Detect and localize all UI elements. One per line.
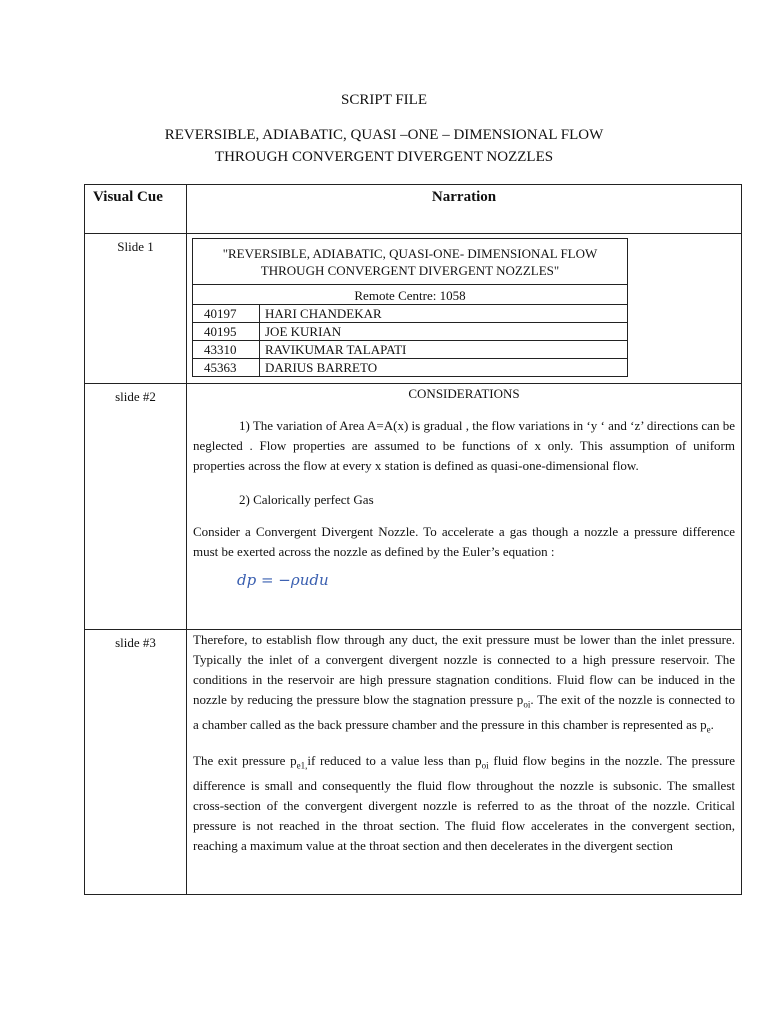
euler-intro: Consider a Convergent Divergent Nozzle. To accelerate a gas though a nozzle a pressure difference must be exerted across the nozzle as defined by the Euler’s equation : xyxy=(193,524,735,559)
remote-centre: Remote Centre: 1058 xyxy=(193,285,628,305)
member-name: RAVIKUMAR TALAPATI xyxy=(260,341,628,359)
member-id: 40195 xyxy=(193,323,260,341)
slide-3-paragraph-2: The exit pressure $p_{e1,}if$ reduced to a value less than $p_{oi}$ fluid flow begins in the nozzle. The pressure difference is small and consequently the fluid flow throughout the nozzle is subsonic. The smallest cross-section of the convergent divergent nozzle is referred to as the throat of the nozzle. Critical pressure is not reached in the throat section. The fluid flow accelerates in the convergent section, reaching a maximum value at the throat section and then decelerates in the divergent section xyxy=(193,753,735,853)
member-name: DARIUS BARRETO xyxy=(260,359,628,377)
member-row xyxy=(193,323,628,341)
slide-1-cue: Slide 1 xyxy=(85,234,187,384)
subtitle-line-1: REVERSIBLE, ADIABATIC, QUASI –ONE – DIMENSIONAL FLOW xyxy=(164,127,604,143)
subtitle-line-2: THROUGH CONVERGENT DIVERGENT NOZZLES xyxy=(214,149,554,165)
slide-1-row xyxy=(85,234,742,384)
euler-equation: dp = −ρudu xyxy=(237,571,329,589)
slide-1-title-line-1: "REVERSIBLE, ADIABATIC, QUASI-ONE- DIMENSIONAL FLOW xyxy=(222,246,598,261)
header-row xyxy=(85,185,742,234)
slide-1-title-line-2: THROUGH CONVERGENT DIVERGENT NOZZLES" xyxy=(260,263,560,278)
member-row xyxy=(193,359,628,377)
slide-3-row xyxy=(85,630,742,895)
member-name: HARI CHANDEKAR xyxy=(260,305,628,323)
team-table xyxy=(192,238,628,377)
slide-2-row xyxy=(85,384,742,630)
member-id: 43310 xyxy=(193,341,260,359)
consideration-2: 2) Calorically perfect Gas xyxy=(239,492,374,507)
script-table xyxy=(84,184,742,895)
member-id: 45363 xyxy=(193,359,260,377)
slide-1-title xyxy=(193,239,628,285)
slide-1-narration xyxy=(187,234,742,384)
slide-3-paragraph-1: Therefore, to establish flow through any duct, the exit pressure must be lower than the inlet pressure. Typically the inlet of a convergent divergent nozzle is connected to a high pressure reservoir. The conditions in the reservoir are high pressure stagnation conditions. Fluid flow can be induced in the nozzle by reducing the pressure blow the stagnation pressure $p_{oi}$. The exit of the nozzle is connected to a chamber called as the back pressure chamber and the pressure in this chamber is represented as $p_e$. xyxy=(193,632,736,735)
member-name: JOE KURIAN xyxy=(260,323,628,341)
considerations-heading: CONSIDERATIONS xyxy=(408,386,520,401)
member-id: 40197 xyxy=(193,305,260,323)
member-row xyxy=(193,305,628,323)
slide-2-narration xyxy=(187,384,742,630)
member-row xyxy=(193,341,628,359)
slide-3-narration xyxy=(187,630,742,895)
slide-3-cue: slide #3 xyxy=(85,630,187,895)
consideration-1: 1) The variation of Area A=A(x) is gradual , the flow variations in ‘y ‘ and ‘z’ directions can be neglected . Flow properties are assumed to be functions of x only. This assumption of uniform properties across the flow at every x station is defined as quasi-one-dimensional flow. xyxy=(193,418,735,473)
visual-cue-header: Visual Cue xyxy=(85,185,187,234)
narration-header: Narration xyxy=(187,185,742,234)
document-subtitle xyxy=(0,124,768,168)
document-title: SCRIPT FILE xyxy=(341,92,427,108)
slide-2-cue: slide #2 xyxy=(85,384,187,630)
